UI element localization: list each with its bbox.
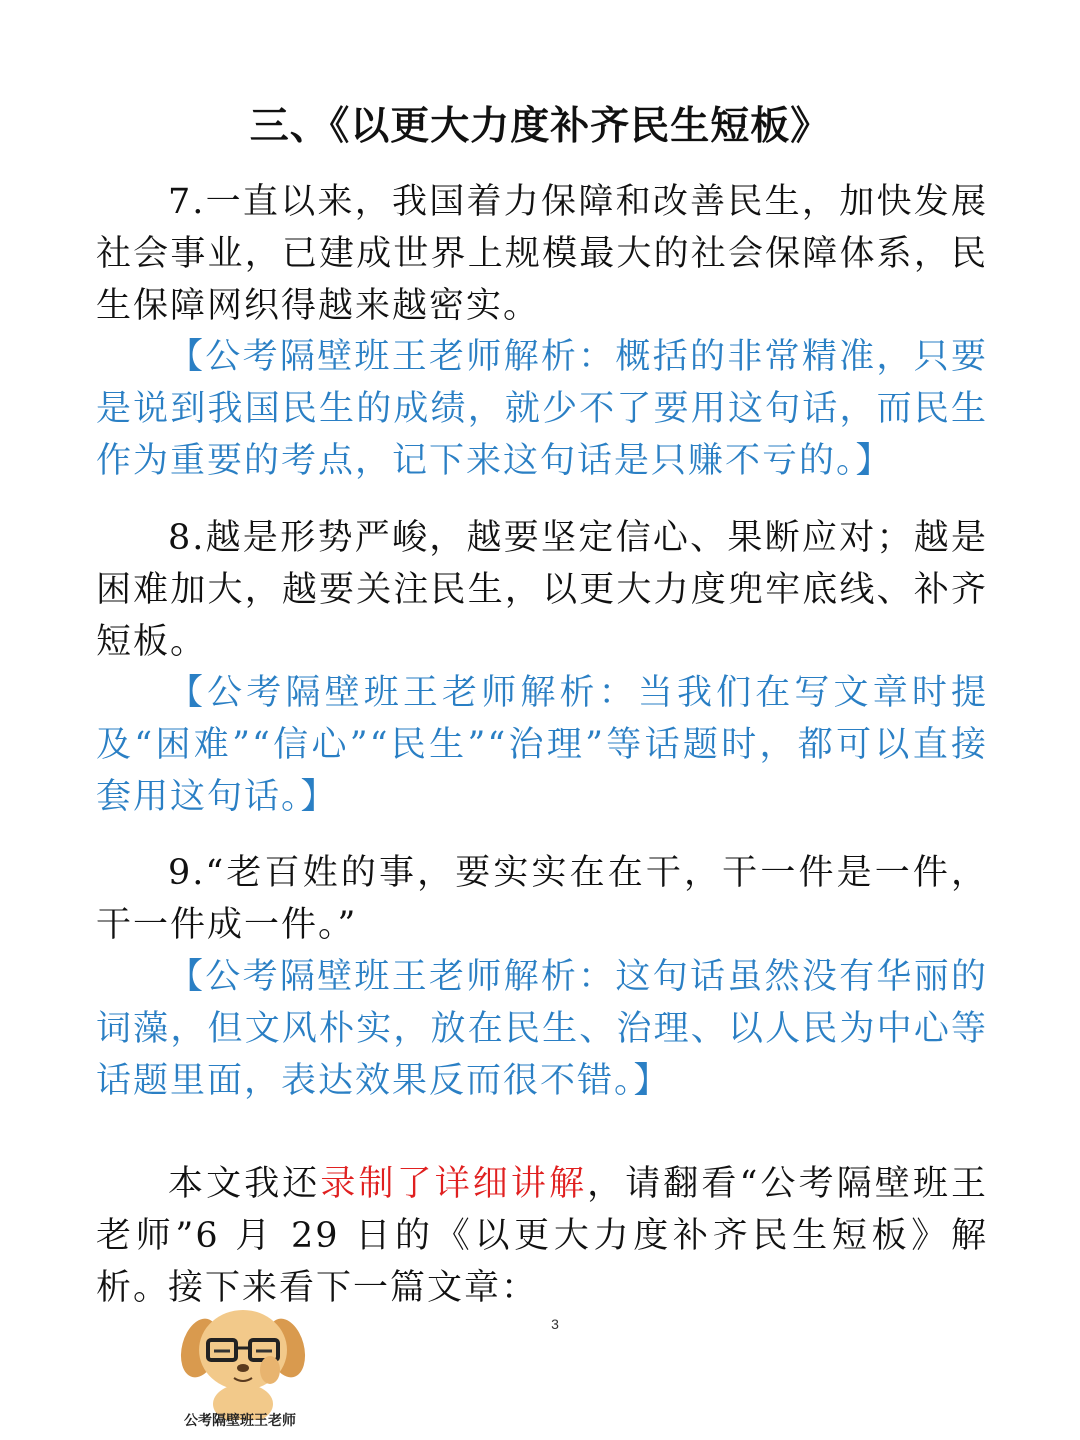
analysis-note-7: 【公考隔壁班王老师解析：概括的非常精准，只要是说到我国民生的成绩，就少不了要用这句话，而民生作为重要的考点，记下来这句话是只赚不亏的。】 [96, 337, 988, 481]
quote-8: 8.越是形势严峻，越要坚定信心、果断应对；越是困难加大，越要关注民生，以更大力度兜牢底线、补齐短板。 [96, 518, 988, 662]
mascot-caption: 公考隔壁班王老师 [184, 1413, 296, 1429]
section-title: 三、《以更大力度补齐民生短板》 [249, 103, 831, 149]
quote-7: 7.一直以来，我国着力保障和改善民生，加快发展社会事业，已建成世界上规模最大的社会保障体系，民生保障网织得越来越密实。 [96, 182, 988, 326]
next-article-line: 接下来看下一篇文章： [168, 1268, 539, 1308]
page-number: 3 [551, 1316, 559, 1332]
quote-9: 9.“老百姓的事，要实实在在干，干一件是一件，干一件成一件。” [96, 853, 988, 945]
analysis-note-8: 【公考隔壁班王老师解析：当我们在写文章时提及“困难”“信心”“民生”“治理”等话题时，都可以直接套用这句话。】 [96, 673, 988, 817]
analysis-note-9: 【公考隔壁班王老师解析：这句话虽然没有华丽的词藻，但文风朴实，放在民生、治理、以人民为中心等话题里面，表达效果反而很不错。】 [96, 957, 988, 1101]
closing-text-after: ，请翻看“公考隔壁班王老师”6 月 29 日的《以更大力度补齐民生短板》解析。 [96, 1164, 988, 1308]
closing-highlight: 录制了详细讲解 [320, 1164, 588, 1204]
closing-text-before: 本文我还 [168, 1164, 321, 1204]
dog-mascot-icon [178, 1300, 308, 1420]
